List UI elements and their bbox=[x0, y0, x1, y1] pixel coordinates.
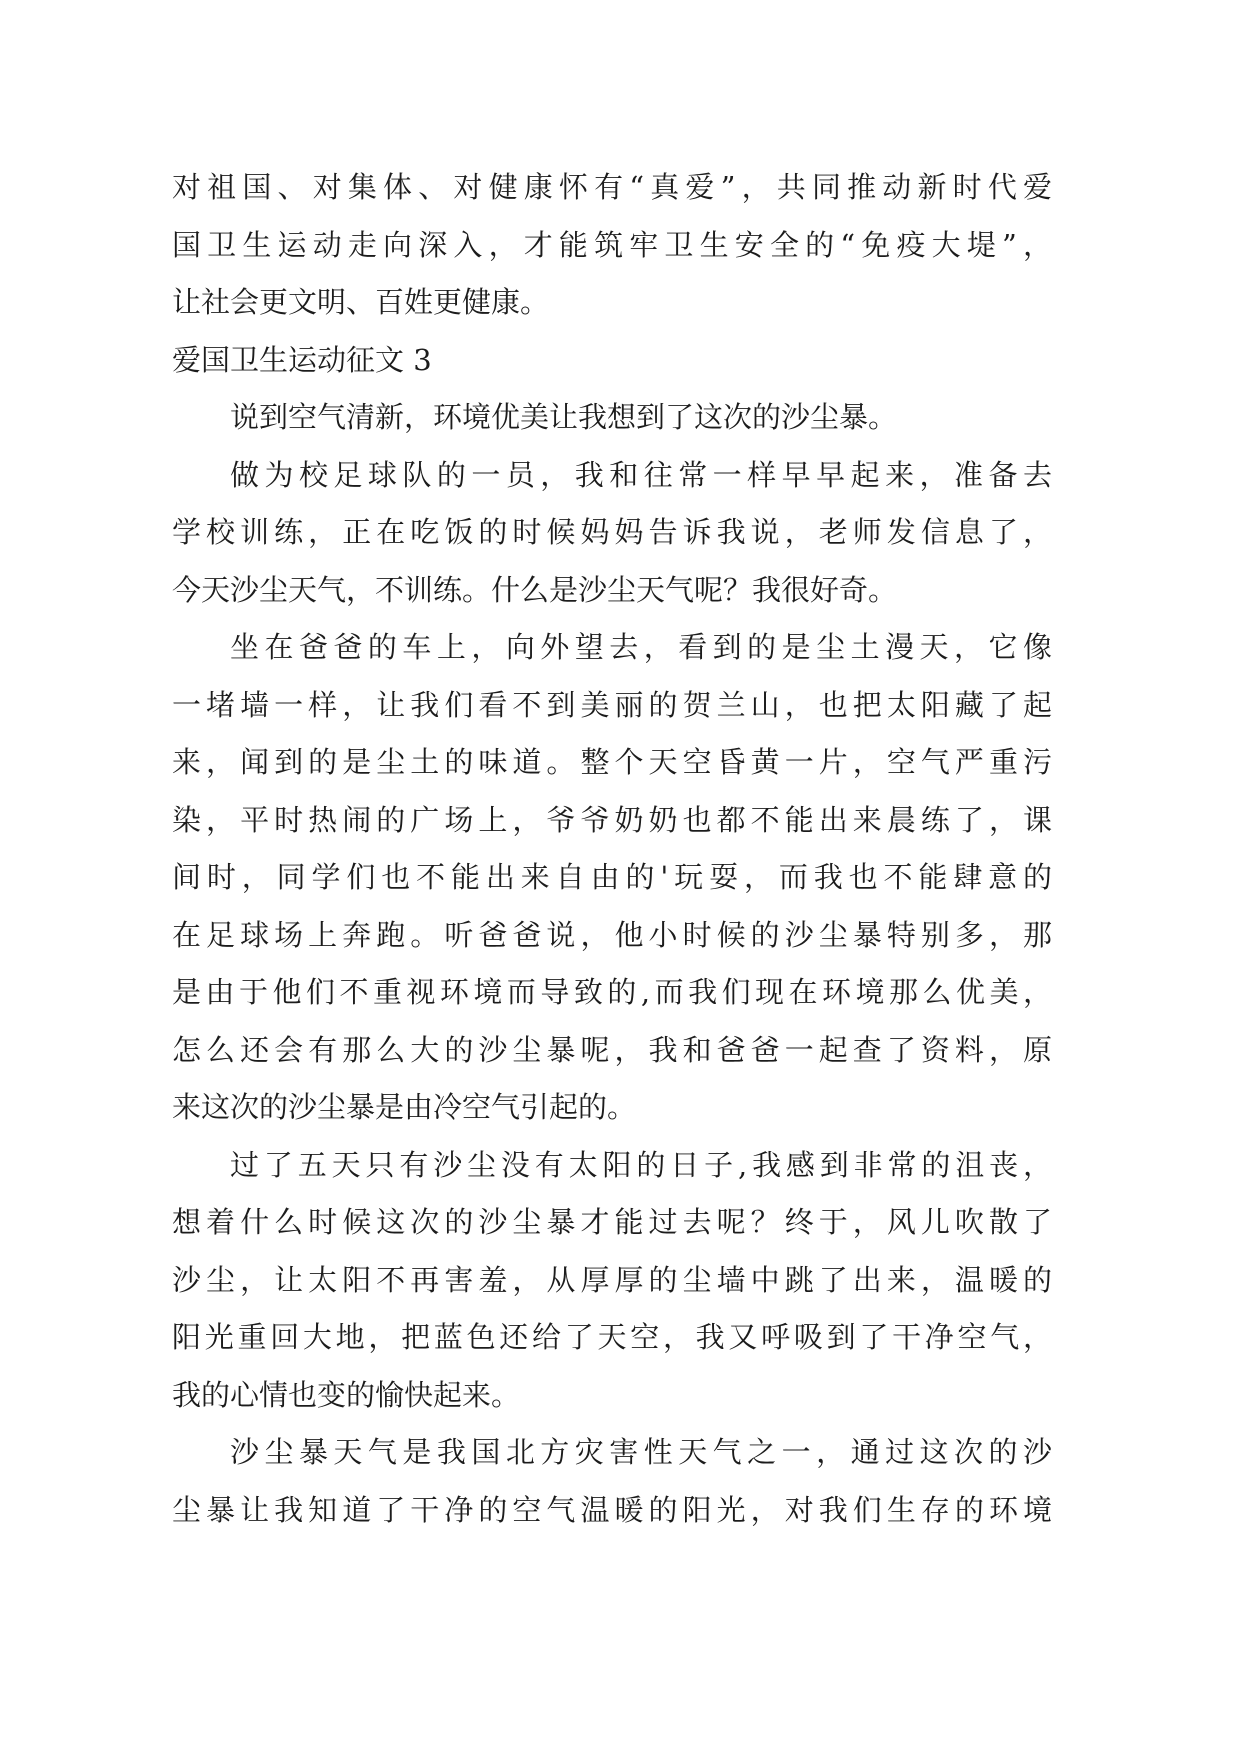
text-line: 一堵墙一样，让我们看不到美丽的贺兰山，也把太阳藏了起 bbox=[172, 687, 1052, 722]
text-line: 是由于他们不重视环境而导致的,而我们现在环境那么优美， bbox=[172, 975, 1052, 1009]
text-line: 怎么还会有那么大的沙尘暴呢，我和爸爸一起查了资料，原 bbox=[172, 1032, 1052, 1067]
text-line: 对祖国、对集体、对健康怀有“真爱”，共同推动新时代爱 bbox=[172, 170, 1052, 204]
text-line: 来这次的沙尘暴是由冷空气引起的。 bbox=[172, 1090, 637, 1124]
text-line: 做为校足球队的一员，我和往常一样早早起来，准备去 bbox=[230, 457, 1052, 492]
paragraph bbox=[172, 619, 1052, 1137]
continuation-paragraph bbox=[172, 159, 1052, 332]
paragraph bbox=[172, 389, 1052, 447]
paragraph bbox=[172, 1424, 1052, 1539]
text-line: 说到空气清新，环境优美让我想到了这次的沙尘暴。 bbox=[230, 400, 898, 434]
paragraph bbox=[172, 447, 1052, 620]
text-line: 沙尘暴天气是我国北方灾害性天气之一，通过这次的沙 bbox=[230, 1435, 1052, 1469]
text-line: 我的心情也变的愉快起来。 bbox=[172, 1377, 521, 1412]
section-title: 爱国卫生运动征文 3 bbox=[172, 342, 432, 377]
document-body bbox=[172, 159, 1052, 1539]
text-line: 国卫生运动走向深入，才能筑牢卫生安全的“免疫大堤”， bbox=[172, 227, 1052, 262]
text-line: 染，平时热闹的广场上，爷爷奶奶也都不能出来晨练了，课 bbox=[172, 802, 1052, 837]
paragraph bbox=[172, 1137, 1052, 1425]
text-line: 沙尘，让太阳不再害羞，从厚厚的尘墙中跳了出来，温暖的 bbox=[172, 1262, 1052, 1297]
text-line: 阳光重回大地，把蓝色还给了天空，我又呼吸到了干净空气， bbox=[172, 1320, 1052, 1354]
text-line: 学校训练，正在吃饭的时候妈妈告诉我说，老师发信息了， bbox=[172, 515, 1052, 549]
text-line: 让社会更文明、百姓更健康。 bbox=[172, 285, 550, 319]
text-line: 想着什么时候这次的沙尘暴才能过去呢？终于，风儿吹散了 bbox=[172, 1205, 1052, 1239]
text-line: 坐在爸爸的车上，向外望去，看到的是尘土漫天，它像 bbox=[230, 630, 1052, 664]
text-line: 间时，同学们也不能出来自由的'玩耍，而我也不能肆意的 bbox=[172, 860, 1052, 894]
text-line: 来，闻到的是尘土的味道。整个天空昏黄一片，空气严重污 bbox=[172, 745, 1052, 779]
text-line: 尘暴让我知道了干净的空气温暖的阳光，对我们生存的环境 bbox=[172, 1492, 1052, 1527]
text-line: 今天沙尘天气，不训练。什么是沙尘天气呢？我很好奇。 bbox=[172, 572, 898, 607]
text-line: 在足球场上奔跑。听爸爸说，他小时候的沙尘暴特别多，那 bbox=[172, 917, 1052, 952]
text-line: 过了五天只有沙尘没有太阳的日子,我感到非常的沮丧， bbox=[230, 1147, 1052, 1182]
